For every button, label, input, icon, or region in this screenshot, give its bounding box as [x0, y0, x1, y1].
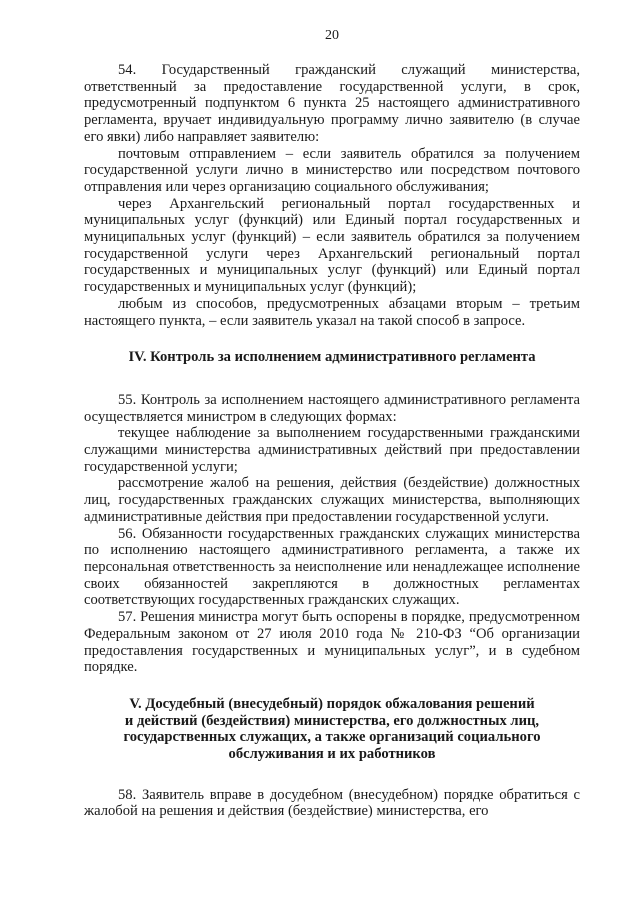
- heading-v-line-1: V. Досудебный (внесудебный) порядок обжалования решений: [129, 695, 535, 712]
- section-heading-v: [84, 696, 580, 763]
- paragraph-54: 54. Государственный гражданский служащий министерства, ответственный за предоставление государственной услуги, в срок, предусмотренный подпунктом 6 пункта 25 настоящего административного регламента, вручает индивидуальную программу лично заявителю (в случае его явки) либо направляет заявителю:: [84, 62, 580, 145]
- section-heading-iv: IV. Контроль за исполнением административного регламента: [128, 349, 536, 366]
- paragraph-54-mail: почтовым отправлением – если заявитель обратился за получением государственной услуги лично в министерство или посредством почтового отправления или через организацию социального обслуживания;: [84, 145, 580, 195]
- paragraph-55-complaints: рассмотрение жалоб на решения, действия (бездействие) должностных лиц, государственных гражданских служащих министерства, выполняющих административные действия при предоставлении государственной услуги.: [84, 475, 580, 525]
- heading-v-line-3: государственных служащих, а также организаций социального: [123, 729, 541, 746]
- paragraph-54-any: любым из способов, предусмотренных абзацами вторым – третьим настоящего пункта, – если заявитель указал на такой способ в запросе.: [84, 295, 580, 329]
- heading-v-line-2: и действий (бездействия) министерства, его должностных лиц,: [124, 712, 540, 729]
- paragraph-54-portal: через Архангельский региональный портал государственных и муниципальных услуг (функций) или Единый портал государственных и муниципальных услуг (функций) – если заявитель обратился за получением государственной услуги через Архангельский региональный портал государственных и муниципальных услуг (функций) или Единый портал государственных и муниципальных услуг (функций);: [84, 195, 580, 296]
- heading-v-line-4: обслуживания и их работников: [228, 746, 436, 763]
- paragraph-55: 55. Контроль за исполнением настоящего административного регламента осуществляется министром в следующих формах:: [84, 391, 580, 425]
- paragraph-55-current: текущее наблюдение за выполнением государственными гражданскими служащими министерства административных действий при предоставлении государственной услуги;: [84, 425, 580, 475]
- page-number: 20: [325, 28, 339, 43]
- paragraph-57: 57. Решения министра могут быть оспорены в порядке, предусмотренном Федеральным законом от 27 июля 2010 года № 210-ФЗ “Об организации предоставления государственных и муниципальных услуг”, и в судебном порядке.: [84, 609, 580, 676]
- paragraph-58: 58. Заявитель вправе в досудебном (внесудебном) порядке обратиться с жалобой на решения и действия (бездействие) министерства, его: [84, 786, 580, 820]
- paragraph-56: 56. Обязанности государственных гражданских служащих министерства по исполнению настоящего административного регламента, а также их персональная ответственность за неисполнение или ненадлежащее исполнение своих обязанностей закрепляются в должностных регламентах соответствующих государственных гражданских служащих.: [84, 525, 580, 609]
